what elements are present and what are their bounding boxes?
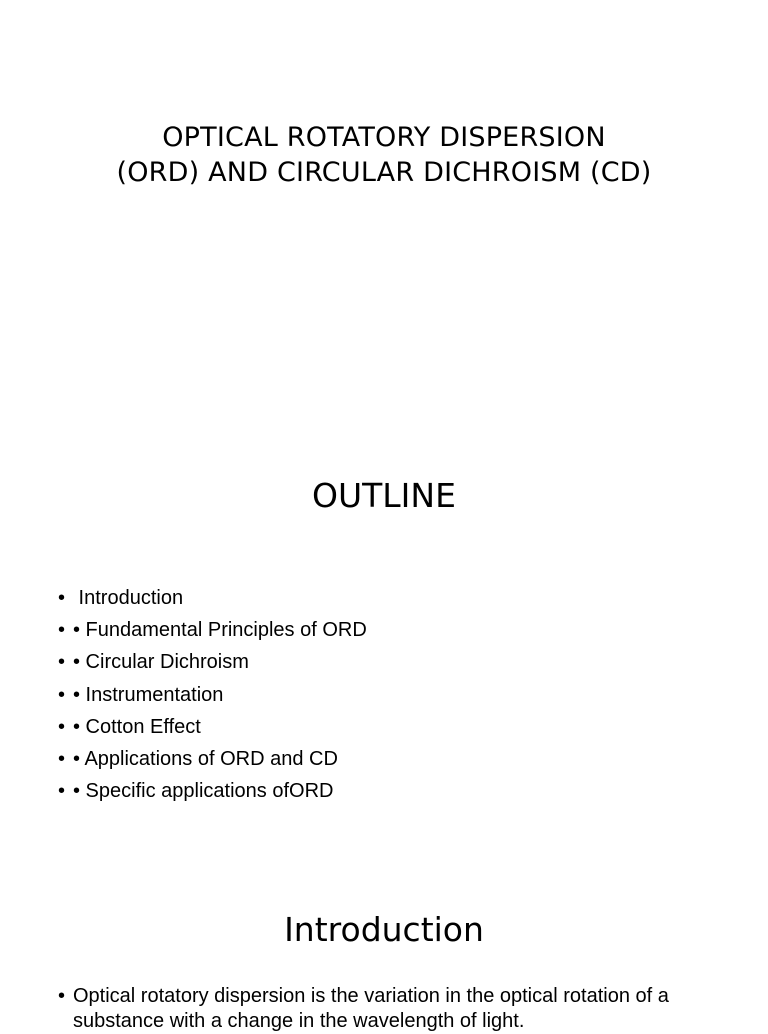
outline-item-text: • Specific applications ofORD — [73, 780, 334, 803]
outline-item — [58, 648, 367, 680]
introduction-text: Optical rotatory dispersion is the variation in the optical rotation of a substance with a change in the wavelength of light. — [73, 985, 669, 1032]
title-slide — [0, 0, 768, 430]
bullet-icon: • — [58, 780, 66, 803]
bullet-icon: • — [58, 747, 66, 770]
outline-item — [58, 616, 367, 648]
outline-item-text: • Circular Dichroism — [73, 651, 249, 674]
outline-item — [58, 713, 367, 745]
outline-item — [58, 584, 367, 616]
bullet-icon: • — [58, 651, 66, 674]
bullet-icon: • — [58, 985, 66, 1007]
introduction-slide — [0, 870, 768, 1032]
introduction-heading: Introduction — [284, 910, 484, 949]
outline-item-text: • Cotton Effect — [73, 715, 201, 738]
outline-item — [58, 777, 367, 809]
title-line-1: OPTICAL ROTATORY DISPERSION — [162, 122, 606, 153]
presentation-title — [0, 120, 768, 190]
outline-item-text: • Fundamental Principles of ORD — [73, 619, 367, 642]
outline-item — [58, 745, 367, 777]
outline-list — [58, 584, 367, 809]
introduction-bullet — [58, 984, 718, 1034]
bullet-icon: • — [58, 683, 66, 706]
outline-item-text: • Instrumentation — [73, 683, 224, 706]
bullet-icon: • — [58, 715, 66, 738]
outline-item — [58, 681, 367, 713]
bullet-icon: • — [58, 587, 66, 609]
outline-item-text: • Applications of ORD and CD — [73, 747, 338, 770]
title-line-2: (ORD) AND CIRCULAR DICHROISM (CD) — [116, 157, 652, 188]
outline-slide — [0, 430, 768, 870]
bullet-icon: • — [58, 619, 66, 642]
outline-heading: OUTLINE — [312, 476, 456, 515]
outline-item-text: Introduction — [73, 587, 184, 609]
